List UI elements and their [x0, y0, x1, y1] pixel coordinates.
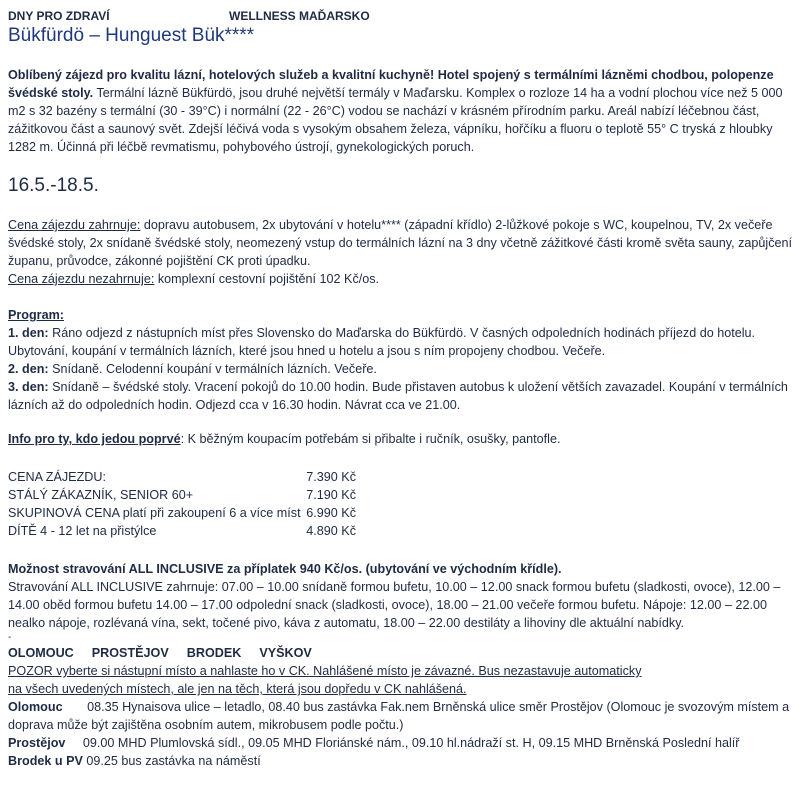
price-row: [8, 504, 368, 522]
price-value: 6.990 Kč: [306, 506, 356, 520]
city-vyskov: VYŠKOV: [259, 646, 312, 660]
price-value: 7.190 Kč: [306, 488, 356, 502]
header-line: [8, 8, 796, 24]
notice-line-2: na všech uvedených místech, ale jen na těch, která jsou dopředu v CK nahlášená.: [8, 682, 467, 696]
page-title: Bükfürdö – Hunguest Bük****: [8, 25, 255, 46]
program-day-3: [8, 378, 796, 414]
includes-paragraph: [8, 216, 796, 270]
info-paragraph: [8, 430, 796, 448]
price-label: CENA ZÁJEZDU:: [8, 470, 106, 484]
stop-olomouc: [8, 698, 796, 734]
document-page: [8, 8, 796, 770]
allinclusive-text: Stravování ALL INCLUSIVE zahrnuje: 07.00 – 10.00 snídaně formou bufetu, 10.00 – 12.00 snack formou bufetu (sladkosti, ovoce), 12.00 – 14.00 oběd formou bufetu 14.00 – 17.00 odpolední snack (sladkosti, ovoce), 18.00 – 21.00 večeře formou bufetu. Nápoje: 12.00 – 22.00 nealko nápoje, rozlévaná vína, sekt, točené pivo, káva z automatu, 18.00 – 22.00 destiláty a lihoviny dle aktuální nabídky.: [8, 580, 781, 630]
intro-text: Termální lázně Bükfürdö, jsou druhé největší termály v Maďarsku. Komplex o rozloze 14 ha a vodní plochou více než 5 000 m2 s 32 bazény s termální (30 - 39°C) i normální (22 - 26°C) vodou se nachází v krásném přírodním parku. Areál nabízí léčebnou část, zážitkovou část a saunový svět. Zdejší léčivá voda s vysokým obsahem železa, vápníku, hořčíku a fluoru o teplotě 55° C tryská z hloubky 1282 m. Účinná při léčbě revmatismu, pohybového ústrojí, gynekologických poruch.: [8, 86, 783, 154]
city-prostejov: PROSTĚJOV: [91, 646, 169, 660]
stop-name: Brodek u PV: [8, 754, 83, 768]
program-day-1: [8, 324, 796, 360]
price-value: 4.890 Kč: [306, 524, 356, 538]
excludes-paragraph: [8, 270, 796, 288]
departure-cities: [8, 644, 796, 662]
price-label: SKUPINOVÁ CENA platí při zakoupení 6 a více míst: [8, 506, 301, 520]
stop-text: 08.35 Hynaisova ulice – letadlo, 08.40 bus zastávka Fak.nem Brněnská ulice směr Prostějov (Olomouc je svozovým místem a doprava může být zajištěna osobním autem, mikrobusem podle počtu.): [8, 700, 793, 732]
excludes-label: Cena zájezdu nezahrnuje:: [8, 272, 155, 286]
stop-name: Olomouc: [8, 700, 63, 714]
trip-date: 16.5.-18.5.: [8, 175, 99, 196]
day-label: 2. den:: [8, 362, 49, 376]
intro-paragraph: [8, 66, 796, 156]
program-heading: Program:: [8, 308, 64, 322]
allinclusive-heading: Možnost stravování ALL INCLUSIVE za příplatek 940 Kč/os. (ubytování ve východním křídle).: [8, 562, 562, 576]
day-text: Snídaně. Celodenní koupání v termálních lázních. Večeře.: [48, 362, 377, 376]
price-label: DÍTĚ 4 - 12 let na přistýlce: [8, 524, 157, 538]
intro-bold: Oblíbený zájezd pro kvalitu lázní, hotelových služeb a kvalitní kuchyně! Hotel spojený s termálními lázněmi chodbou, polopenze švédské stoly.: [8, 68, 774, 100]
city-olomouc: OLOMOUC: [8, 646, 74, 660]
stop-name: Prostějov: [8, 736, 66, 750]
day-label: 1. den:: [8, 326, 49, 340]
price-label: STÁLÝ ZÁKAZNÍK, SENIOR 60+: [8, 488, 194, 502]
header-left: DNY PRO ZDRAVÍ: [8, 9, 110, 23]
day-text: Snídaně – švédské stoly. Vracení pokojů do 10.00 hodin. Bude přistaven autobus k uložení větších zavazadel. Koupání v termálních lázních až do odpoledních hodin. Odjezd cca v 16.30 hodin. Návrat cca ve 21.00.: [8, 380, 788, 412]
price-row: [8, 486, 368, 504]
price-list: [8, 468, 796, 540]
separator-dash: -: [8, 632, 12, 643]
price-value: 7.390 Kč: [306, 470, 356, 484]
program-day-2: [8, 360, 796, 378]
price-row: [8, 522, 368, 540]
day-text: Ráno odjezd z nástupních míst přes Slovensko do Maďarska do Bükfürdö. V časných odpoledních hodinách příjezd do hotelu. Ubytování, koupání v termálních lázních, které jsou hned u hotelu a jsou s ním propojeny chodbou. Večeře.: [8, 326, 756, 358]
notice-line-1: POZOR vyberte si nástupní místo a nahlaste ho v CK. Nahlášené místo je závazné. Bus nezastavuje automaticky: [8, 664, 642, 678]
day-label: 3. den:: [8, 380, 49, 394]
stop-text: 09.25 bus zastávka na náměstí: [82, 754, 261, 768]
city-brodek: BRODEK: [186, 646, 242, 660]
excludes-text: komplexní cestovní pojištění 102 Kč/os.: [154, 272, 380, 286]
info-text: : K běžným koupacím potřebám si přibalte i ručník, osušky, pantofle.: [180, 432, 561, 446]
header-right: WELLNESS MAĎARSKO: [229, 9, 370, 23]
stop-text: 09.00 MHD Plumlovská sídl., 09.05 MHD Floriánské nám., 09.10 hl.nádraží st. H, 09.15 MHD Brněnská Poslední halíř: [65, 736, 740, 750]
info-label: Info pro ty, kdo jedou poprvé: [8, 432, 181, 446]
includes-text: dopravu autobusem, 2x ubytování v hotelu**** (západní křídlo) 2-lůžkové pokoje s WC, koupelnou, TV, 2x večeře švédské stoly, 2x snídaně švédské stoly, neomezený vstup do termálních lázní na 3 dny včetně zážitkové části kromě světa sauny, zapůjčení županu, průvodce, zákonné pojištění CK proti úpadku.: [8, 218, 793, 268]
stop-brodek: [8, 752, 796, 770]
price-row: [8, 468, 368, 486]
includes-label: Cena zájezdu zahrnuje:: [8, 218, 141, 232]
stop-prostejov: [8, 734, 796, 752]
